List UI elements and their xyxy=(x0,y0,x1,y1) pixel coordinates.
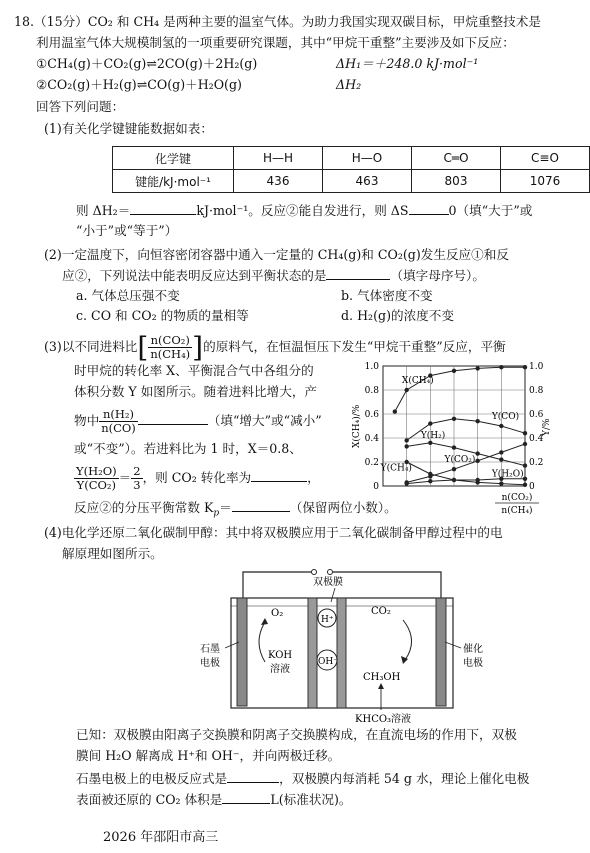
bond-table-cell: 463 xyxy=(323,170,412,193)
bond-table-header: H—H xyxy=(234,147,323,170)
data-point xyxy=(452,445,456,449)
y-tick-label-left: 0.6 xyxy=(364,410,379,420)
bond-table-cell: 436 xyxy=(234,170,323,193)
y-tick-label-left: 1.0 xyxy=(364,362,379,372)
data-point xyxy=(428,441,432,445)
known-line-2: 膜间 H₂O 解离成 H⁺和 OH⁻，并向两极迁移。 xyxy=(76,748,341,763)
y-tick-label-left: 0.4 xyxy=(364,434,379,444)
answer-blank-ratio-trend[interactable] xyxy=(138,412,208,425)
q-line-2: 利用温室气体大规模制氢的一项重要研究课题，其中“甲烷干重整”主要涉及如下反应： xyxy=(36,35,515,50)
catalytic-electrode xyxy=(436,598,446,706)
part-3-line-2: 时甲烷的转化率 X、平衡混合气中各组分的 xyxy=(74,363,314,378)
answer-blank-co2-conversion[interactable] xyxy=(251,469,307,482)
data-point xyxy=(475,419,479,423)
part-3-line-5: 或“不变”）。若进料比为 1 时，X＝0.8、 xyxy=(74,441,302,456)
series-label: Y(H₂O) xyxy=(491,469,524,480)
left-electrode-label: 石墨 xyxy=(200,644,220,655)
ch3oh-label: CH₃OH xyxy=(363,672,401,683)
data-point xyxy=(475,451,479,455)
bond-table-value-row xyxy=(113,170,590,193)
data-point xyxy=(475,366,479,370)
part-1-intro: (1)有关化学键键能数据如表： xyxy=(44,121,213,136)
data-point xyxy=(452,369,456,373)
data-point xyxy=(523,483,527,487)
membrane-pointer xyxy=(331,588,335,602)
electrolysis-cell-diagram xyxy=(195,562,495,724)
text: 表面被还原的 CO₂ 体积是 xyxy=(76,792,223,807)
circuit-wire-left xyxy=(243,572,311,598)
text: p xyxy=(213,508,220,519)
text: 应②，下列说法中能表明反应达到平衡状态的是 xyxy=(62,268,327,283)
h2-co-fraction: $\frac{\text{n(H₂)}}{n(CO)}$ xyxy=(101,407,136,435)
data-point xyxy=(393,409,397,413)
part-4-line-2: 解原理如图所示。 xyxy=(62,546,163,561)
y-tick-label-left: 0.8 xyxy=(364,386,379,396)
text: （保留两位小数）。 xyxy=(289,500,397,515)
text: ，则 CO₂ 转化率为 xyxy=(142,470,252,485)
data-point xyxy=(523,463,527,467)
koh-solution-label: 溶液 xyxy=(270,664,290,675)
data-point xyxy=(499,365,503,369)
answer-blank-dh2[interactable] xyxy=(130,202,196,215)
data-point xyxy=(404,388,408,392)
part-3-line-4 xyxy=(74,405,322,437)
ch3oh-arrowhead xyxy=(378,683,384,689)
bond-energy-table xyxy=(112,146,590,193)
text: （填字母序号）。 xyxy=(390,268,485,283)
page-footer: 2026 年邵阳市高三 xyxy=(103,830,219,845)
y-tick-label-right: 0.2 xyxy=(529,458,544,468)
answer-blank-co2-volume[interactable] xyxy=(222,791,270,804)
data-point xyxy=(428,479,432,483)
series-label: Y(CH₄) xyxy=(380,463,412,474)
bracket: ] xyxy=(192,330,204,364)
data-point xyxy=(499,424,503,428)
hplus-label: H⁺ xyxy=(321,615,334,625)
answer-blank-kp[interactable] xyxy=(232,499,290,512)
o2-arrow xyxy=(259,622,265,662)
bond-table-header-row xyxy=(113,147,590,170)
data-point xyxy=(523,365,527,369)
bond-table-cell: 803 xyxy=(412,170,501,193)
reaction-2: ②CO₂(g)＋H₂(g)⇌CO(g)＋H₂O(g) xyxy=(36,77,242,92)
part-4-line-1: (4)电化学还原二氧化碳制甲醇：其中将双极膜应用于二氧化碳制备甲醇过程中的电 xyxy=(44,525,503,540)
y-axis-label-right: Y/% xyxy=(542,418,552,436)
data-point xyxy=(404,444,408,448)
y-tick-label-right: 0.4 xyxy=(529,434,544,444)
right-electrode-label: 催化 xyxy=(463,644,483,655)
membrane-label: 双极膜 xyxy=(313,577,343,588)
data-point xyxy=(452,467,456,471)
bipolar-membrane-right xyxy=(337,598,346,708)
final-line-1 xyxy=(76,770,529,788)
text: 反应②的分压平衡常数 K xyxy=(74,500,214,515)
answer-blank-equilibrium[interactable] xyxy=(326,267,390,280)
series-label: Y(H₂) xyxy=(420,431,446,441)
y-tick-label-right: 0.8 xyxy=(529,386,544,396)
circuit-wire-right xyxy=(333,572,441,598)
bond-table-header: C≡O xyxy=(501,147,590,170)
part-2-line-1: (2)一定温度下，向恒容密闭容器中通入一定量的 CH₄(g)和 CO₂(g)发生反应①和反 xyxy=(44,247,509,262)
y-tick-label-right: 1.0 xyxy=(529,362,544,372)
part-3-line-6 xyxy=(74,462,320,494)
text: 则 ΔH₂＝ xyxy=(76,203,131,218)
text: 物中 xyxy=(74,413,100,428)
reaction-1-enthalpy: ΔH₁＝＋248.0 kJ·mol⁻¹ xyxy=(336,56,479,71)
data-point xyxy=(523,442,527,446)
answer-prompt: 回答下列问题： xyxy=(36,99,125,114)
bipolar-membrane-left xyxy=(308,598,317,708)
bond-table-header: 化学键 xyxy=(113,147,234,170)
option-a: a. 气体总压强不变 xyxy=(76,288,180,303)
data-point xyxy=(452,478,456,482)
text: (3)以不同进料比 xyxy=(44,339,138,354)
series-label: X(CH₄) xyxy=(401,375,434,386)
co2-arrow xyxy=(403,620,412,660)
answer-blank-ds[interactable] xyxy=(409,202,449,215)
bond-table-cell: 1076 xyxy=(501,170,590,193)
y-tick-label-left: 0 xyxy=(373,482,379,492)
data-point xyxy=(404,438,408,442)
option-b: b. 气体密度不变 xyxy=(341,288,433,303)
data-point xyxy=(475,478,479,482)
bond-table-header: C═O xyxy=(412,147,501,170)
data-point xyxy=(499,457,503,461)
y-axis-label-left: X(CH₄)/% xyxy=(352,404,362,448)
y-tick-label-right: 0 xyxy=(529,482,535,492)
series-line xyxy=(395,367,525,411)
x-axis-label-numerator: n(CO₂) xyxy=(501,493,533,503)
bond-table-row-label: 键能/kJ·mol⁻¹ xyxy=(113,170,234,193)
series-label: Y(CO) xyxy=(491,411,520,422)
left-electrode-label: 电极 xyxy=(200,658,220,669)
text: ， xyxy=(307,470,320,485)
terminal-left xyxy=(312,570,317,575)
data-point xyxy=(475,459,479,463)
data-point xyxy=(523,431,527,435)
x-axis-label-denominator: n(CH₄) xyxy=(501,506,533,516)
part-3-line-3: 体积分数 Y 如图所示。随着进料比增大，产 xyxy=(74,384,318,399)
data-point xyxy=(452,417,456,421)
reaction-1: ①CH₄(g)＋CO₂(g)⇌2CO(g)＋2H₂(g) xyxy=(36,56,258,71)
part-1-answer-line-2: “小于”或“等于”） xyxy=(76,223,178,238)
reaction-2-enthalpy: ΔH₂ xyxy=(336,77,362,92)
text: kJ·mol⁻¹。反应②能自发进行，则 ΔS xyxy=(196,203,409,218)
text: 的原料气，在恒温恒压下发生“甲烷干重整”反应，平衡 xyxy=(203,339,506,354)
terminal-right xyxy=(328,570,333,575)
equilibrium-chart xyxy=(345,358,575,516)
part-2-line-2 xyxy=(62,267,485,285)
text: ＝ xyxy=(118,470,132,485)
bracket: [ xyxy=(137,330,149,364)
part-1-answer-line xyxy=(76,202,532,220)
answer-blank-electrode-reaction[interactable] xyxy=(227,770,279,783)
y-ratio-fraction: $\frac{\text{Y(H₂O)}}{\text{Y(CO₂)}}$ xyxy=(76,464,117,492)
two-thirds-fraction: $\frac{2}{3}$ xyxy=(133,464,141,492)
o2-arrowhead xyxy=(261,618,268,625)
text: ，双极膜内每消耗 54 g 水，理论上催化电极 xyxy=(279,771,530,786)
data-point xyxy=(499,481,503,485)
bond-table-header: H—O xyxy=(323,147,412,170)
known-line-1: 已知：双极膜由阳离子交换膜和阴离子交换膜构成，在直流电场的作用下，双极 xyxy=(76,727,517,742)
o2-label: O₂ xyxy=(271,608,284,619)
koh-label: KOH xyxy=(268,650,293,661)
text: L(标准状况)。 xyxy=(270,792,352,807)
data-point xyxy=(428,421,432,425)
q-line-1: 18.（15分）CO₂ 和 CH₄ 是两种主要的温室气体。为助力我国实现双碳目标，甲烷重整技术是 xyxy=(14,14,541,29)
option-c: c. CO 和 CO₂ 的物质的量相等 xyxy=(76,308,249,323)
graphite-electrode xyxy=(237,598,247,706)
text: 0（填“大于”或 xyxy=(448,203,533,218)
co2-label: CO₂ xyxy=(371,606,391,617)
ohminus-label: OH⁻ xyxy=(318,657,338,667)
option-d: d. H₂(g)的浓度不变 xyxy=(341,308,454,323)
data-point xyxy=(404,481,408,485)
series-label: Y(CO₂) xyxy=(444,455,476,465)
y-tick-label-left: 0.2 xyxy=(364,458,379,468)
khco3-label: KHCO₃溶液 xyxy=(355,714,412,724)
right-electrode-label: 电极 xyxy=(463,658,483,669)
y-tick-label-right: 0.6 xyxy=(529,410,544,420)
data-point xyxy=(499,450,503,454)
feed-ratio-fraction: $\frac{\text{n(CO₂)}}{\text{n(CH₄)}}$ xyxy=(150,333,191,361)
text: ＝ xyxy=(219,500,232,515)
final-line-2 xyxy=(76,791,352,809)
data-point xyxy=(428,472,432,476)
text: 石墨电极上的电极反应式是 xyxy=(76,771,228,786)
text: （填“增大”或“减小” xyxy=(207,413,322,428)
